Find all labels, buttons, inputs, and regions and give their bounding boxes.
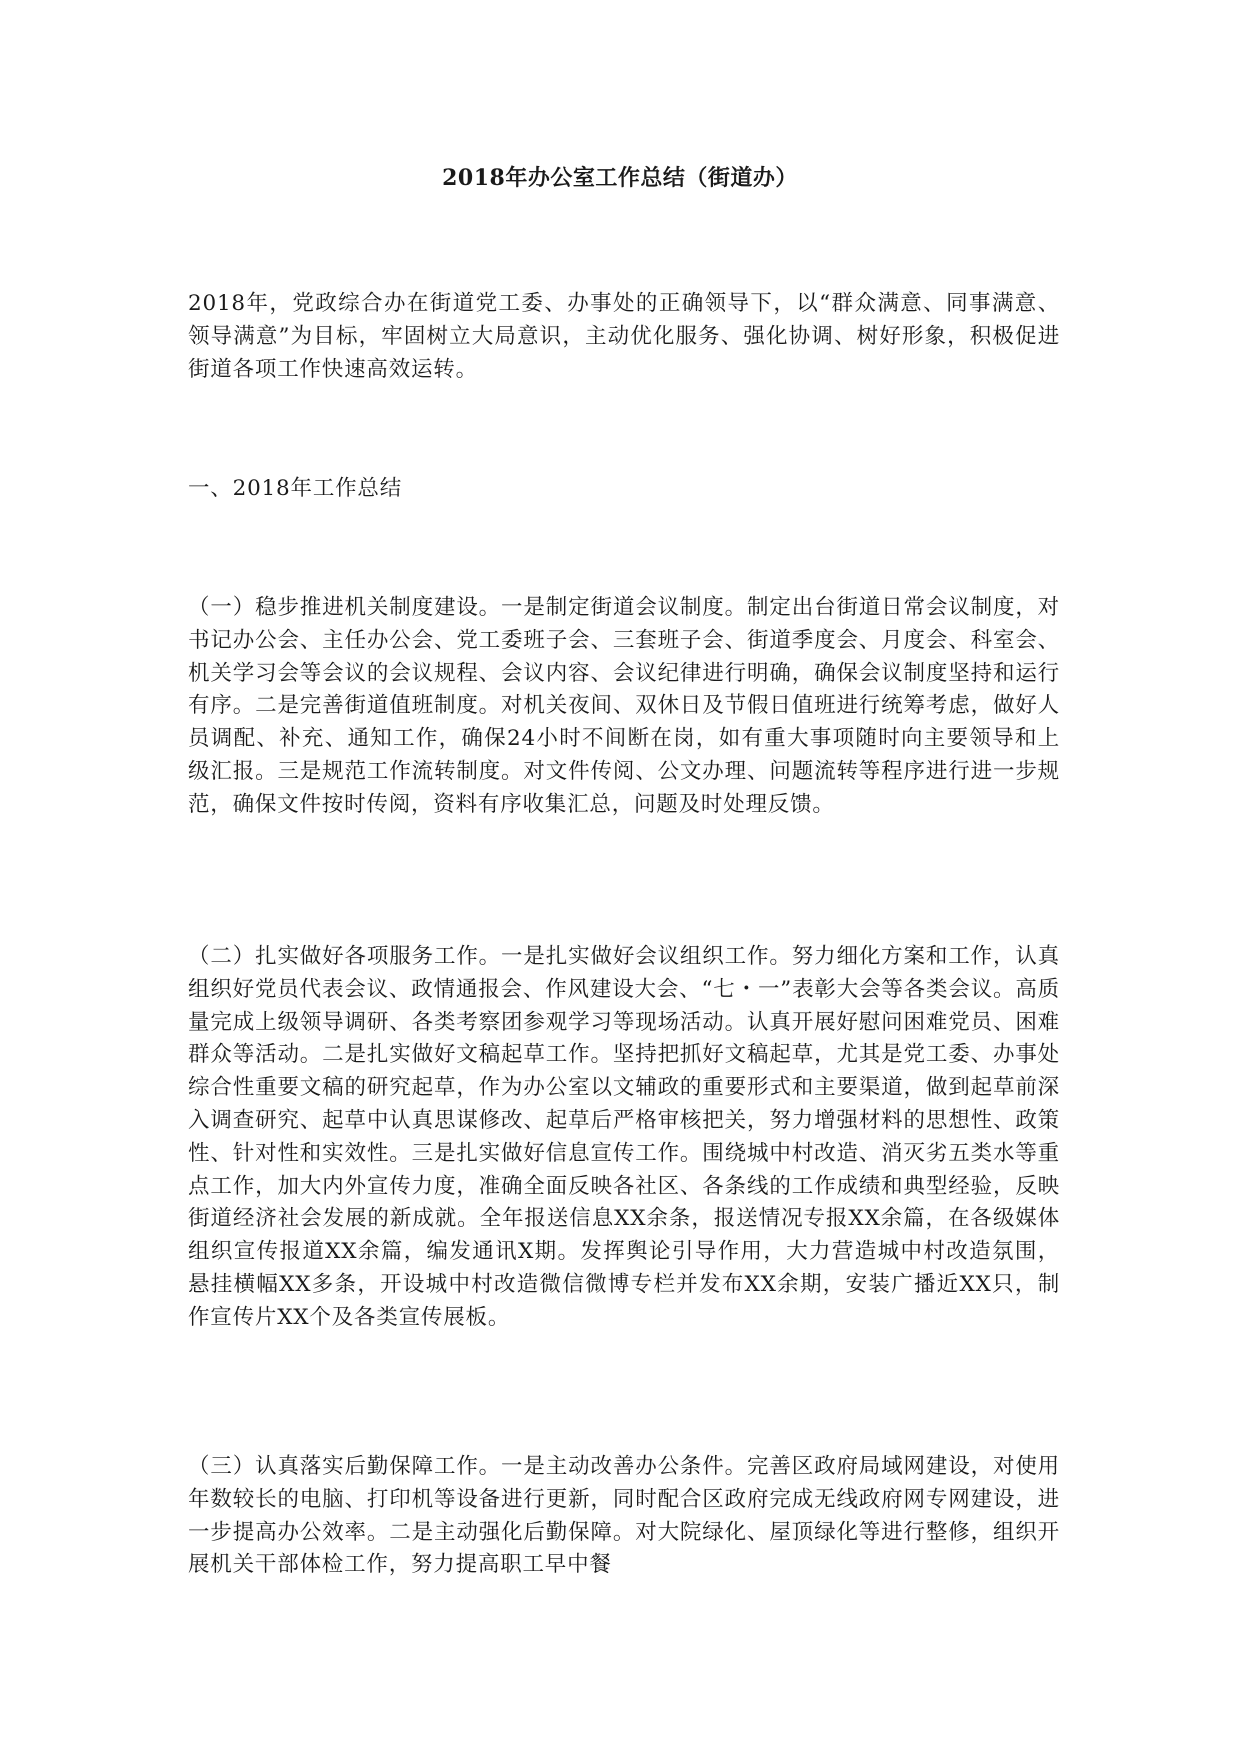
section-heading: 一、2018年工作总结 xyxy=(188,476,403,501)
body-paragraph-1: （一）稳步推进机关制度建设。一是制定街道会议制度。制定出台街道日常会议制度，对书记办公会、主任办公会、党工委班子会、三套班子会、街道季度会、月度会、科室会、机关学习会等会议的会议规程、会议内容、会议纪律进行明确，确保会议制度坚持和运行有序。二是完善街道值班制度。对机关夜间、双休日及节假日值班进行统筹考虑，做好人员调配、补充、通知工作，确保24小时不间断在岗，如有重大事项随时向主要领导和上级汇报。三是规范工作流转制度。对文件传阅、公文办理、问题流转等程序进行进一步规范，确保文件按时传阅，资料有序收集汇总，问题及时处理反馈。 xyxy=(188,595,1060,817)
body-paragraph-3: （三）认真落实后勤保障工作。一是主动改善办公条件。完善区政府局域网建设，对使用年数较长的电脑、打印机等设备进行更新，同时配合区政府完成无线政府网专网建设，进一步提高办公效率。二是主动强化后勤保障。对大院绿化、屋顶绿化等进行整修，组织开展机关干部体检工作，努力提高职工早中餐 xyxy=(188,1454,1060,1578)
intro-paragraph: 2018年，党政综合办在街道党工委、办事处的正确领导下，以“群众满意、同事满意、领导满意”为目标，牢固树立大局意识，主动优化服务、强化协调、树好形象，积极促进街道各项工作快速高效运转。 xyxy=(188,291,1060,382)
body-paragraph-2: （二）扎实做好各项服务工作。一是扎实做好会议组织工作。努力细化方案和工作，认真组织好党员代表会议、政情通报会、作风建设大会、“七・一”表彰大会等各类会议。高质量完成上级领导调研、各类考察团参观学习等现场活动。认真开展好慰问困难党员、困难群众等活动。二是扎实做好文稿起草工作。坚持把抓好文稿起草，尤其是党工委、办事处综合性重要文稿的研究起草，作为办公室以文辅政的重要形式和主要渠道，做到起草前深入调查研究、起草中认真思谋修改、起草后严格审核把关，努力增强材料的思想性、政策性、针对性和实效性。三是扎实做好信息宣传工作。围绕城中村改造、消灭劣五类水等重点工作，加大内外宣传力度，准确全面反映各社区、各条线的工作成绩和典型经验，反映街道经济社会发展的新成就。全年报送信息XX余条，报送情况专报XX余篇，在各级媒体组织宣传报道XX余篇，编发通讯X期。发挥舆论引导作用，大力营造城中村改造氛围，悬挂横幅XX多条，开设城中村改造微信微博专栏并发布XX余期，安装广播近XX只，制作宣传片XX个及各类宣传展板。 xyxy=(188,944,1060,1330)
document-title: 2018年办公室工作总结（街道办） xyxy=(442,165,798,191)
